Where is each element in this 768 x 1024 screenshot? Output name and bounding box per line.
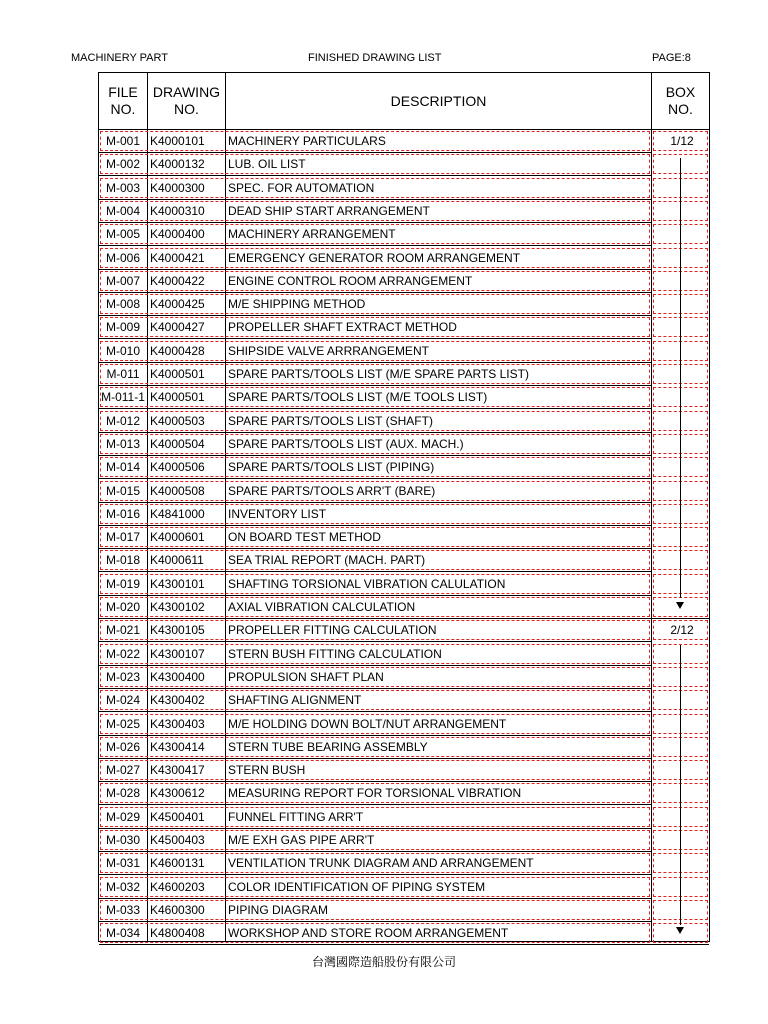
file-no-cell: M-016 bbox=[105, 506, 140, 521]
file-no-cell: M-001 bbox=[105, 134, 140, 148]
file-no-cell: M-033 bbox=[105, 902, 140, 917]
table-row bbox=[99, 340, 709, 363]
box-no-cell bbox=[654, 293, 710, 316]
drawing-no-cell: K4000300 bbox=[150, 180, 205, 195]
box-no-cell bbox=[654, 573, 710, 596]
description-cell: M/E SHIPPING METHOD bbox=[228, 297, 366, 312]
drawing-no-cell: K4000501 bbox=[150, 390, 205, 405]
description-cell: SPARE PARTS/TOOLS LIST (PIPING) bbox=[228, 460, 435, 475]
box-no-cell bbox=[654, 689, 710, 712]
box-no-cell bbox=[654, 876, 710, 899]
row-divider bbox=[99, 944, 709, 945]
description-cell: M/E HOLDING DOWN BOLT/NUT ARRANGEMENT bbox=[228, 716, 507, 731]
box-no-cell bbox=[654, 666, 710, 689]
description-cell: SPARE PARTS/TOOLS LIST (AUX. MACH.) bbox=[228, 436, 464, 451]
description-cell: DEAD SHIP START ARRANGEMENT bbox=[228, 203, 430, 218]
table-row bbox=[99, 806, 709, 829]
file-no-cell: M-011 bbox=[106, 367, 140, 381]
box-no-cell bbox=[654, 247, 710, 270]
description-cell: FUNNEL FITTING ARR'T bbox=[228, 809, 364, 824]
table-row bbox=[99, 386, 709, 409]
col-header-drawing-no: DRAWING NO. bbox=[152, 84, 221, 117]
description-cell: MEASURING REPORT FOR TORSIONAL VIBRATION bbox=[228, 786, 522, 801]
box-no-cell: 2/12 bbox=[670, 623, 694, 638]
file-no-cell: M-028 bbox=[105, 786, 140, 801]
file-no-cell: M-029 bbox=[105, 809, 140, 824]
description-cell: MACHINERY PARTICULARS bbox=[228, 134, 386, 148]
file-no-cell: M-031 bbox=[105, 856, 140, 871]
drawing-no-cell: K4000501 bbox=[150, 367, 205, 381]
file-no-cell: M-025 bbox=[105, 716, 140, 731]
drawing-no-cell: K4000310 bbox=[150, 203, 205, 218]
box-no-cell bbox=[654, 386, 710, 409]
drawing-no-cell: K4000101 bbox=[150, 134, 205, 148]
table-row bbox=[99, 922, 709, 945]
file-no-cell: M-002 bbox=[105, 157, 140, 172]
description-cell: STERN BUSH FITTING CALCULATION bbox=[228, 646, 442, 661]
file-no-cell: M-017 bbox=[105, 530, 140, 545]
file-no-cell: M-018 bbox=[105, 553, 140, 568]
description-cell: VENTILATION TRUNK DIAGRAM AND ARRANGEMENT bbox=[228, 856, 534, 871]
drawing-no-cell: K4600131 bbox=[150, 856, 205, 871]
box-no-cell bbox=[654, 782, 710, 805]
file-no-cell: M-003 bbox=[105, 180, 140, 195]
box-no-cell bbox=[654, 316, 710, 339]
drawing-no-cell: K4000506 bbox=[150, 460, 205, 475]
drawing-no-cell: K4300105 bbox=[150, 623, 205, 638]
table-row bbox=[99, 643, 709, 666]
drawing-no-cell: K4500403 bbox=[150, 833, 205, 847]
description-cell: PROPELLER FITTING CALCULATION bbox=[228, 623, 437, 638]
description-cell: EMERGENCY GENERATOR ROOM ARRANGEMENT bbox=[228, 250, 521, 265]
file-no-cell: M-027 bbox=[105, 763, 140, 778]
file-no-cell: M-024 bbox=[105, 693, 140, 708]
header-page-number: PAGE:8 bbox=[652, 52, 691, 64]
drawing-no-cell: K4841000 bbox=[150, 506, 205, 521]
drawing-no-cell: K4300403 bbox=[150, 716, 205, 731]
file-no-cell: M-004 bbox=[105, 203, 140, 218]
box-range-line bbox=[680, 645, 681, 925]
description-cell: SPEC. FOR AUTOMATION bbox=[228, 180, 375, 195]
box-no-cell bbox=[654, 829, 710, 852]
drawing-no-cell: K4300414 bbox=[150, 739, 205, 754]
table-row bbox=[99, 433, 709, 456]
drawing-no-cell: K4300101 bbox=[150, 576, 205, 591]
box-no-cell bbox=[654, 806, 710, 829]
col-header-file-no: FILE NO. bbox=[108, 84, 138, 117]
table-row bbox=[99, 899, 709, 922]
box-no-cell bbox=[654, 340, 710, 363]
table-row bbox=[99, 177, 709, 200]
file-no-cell: M-006 bbox=[105, 250, 140, 265]
table-row bbox=[99, 736, 709, 759]
header-list-title: FINISHED DRAWING LIST bbox=[308, 52, 442, 64]
file-no-cell: M-014 bbox=[105, 460, 140, 475]
header-section-title: MACHINERY PART bbox=[71, 52, 168, 64]
col-header-description: DESCRIPTION bbox=[390, 92, 487, 109]
down-arrow-icon bbox=[676, 927, 684, 934]
box-no-cell bbox=[654, 363, 710, 386]
table-row bbox=[99, 573, 709, 596]
table-row bbox=[99, 223, 709, 246]
file-no-cell: M-019 bbox=[105, 576, 140, 591]
drawing-no-cell: K4300400 bbox=[150, 669, 205, 684]
description-cell: SPARE PARTS/TOOLS LIST (M/E SPARE PARTS LIST) bbox=[228, 367, 529, 381]
file-no-cell: M-013 bbox=[105, 436, 140, 451]
description-cell: INVENTORY LIST bbox=[228, 506, 327, 521]
table-row bbox=[99, 270, 709, 293]
table-row bbox=[99, 480, 709, 503]
file-no-cell: M-008 bbox=[105, 297, 140, 312]
description-cell: AXIAL VIBRATION CALCULATION bbox=[228, 600, 416, 614]
col-header-box-no: BOX NO. bbox=[665, 84, 696, 117]
description-cell: ENGINE CONTROL ROOM ARRANGEMENT bbox=[228, 273, 473, 288]
box-no-cell bbox=[654, 480, 710, 503]
drawing-no-cell: K4600203 bbox=[150, 879, 205, 894]
table-row bbox=[99, 293, 709, 316]
box-no-cell bbox=[654, 433, 710, 456]
table-row bbox=[99, 713, 709, 736]
drawing-no-cell: K4000421 bbox=[150, 250, 205, 265]
drawing-no-cell: K4300102 bbox=[150, 600, 205, 614]
table-row bbox=[99, 549, 709, 572]
company-name-footer: 台灣國際造船股份有限公司 bbox=[311, 955, 456, 969]
description-cell: MACHINERY ARRANGEMENT bbox=[228, 227, 396, 242]
drawing-no-cell: K4500401 bbox=[150, 809, 205, 824]
box-no-cell bbox=[654, 153, 710, 176]
down-arrow-icon bbox=[676, 602, 684, 609]
drawing-no-cell: K4300417 bbox=[150, 763, 205, 778]
box-no-cell bbox=[654, 270, 710, 293]
box-no-cell bbox=[654, 223, 710, 246]
file-no-cell: M-032 bbox=[105, 879, 140, 894]
drawing-no-cell: K4600300 bbox=[150, 902, 205, 917]
file-no-cell: M-021 bbox=[105, 623, 140, 638]
box-no-cell bbox=[654, 643, 710, 666]
table-row bbox=[99, 689, 709, 712]
table-header bbox=[99, 73, 709, 130]
box-no-cell bbox=[654, 200, 710, 223]
file-no-cell: M-011-1 bbox=[101, 390, 145, 405]
box-no-cell bbox=[654, 503, 710, 526]
description-cell: PROPULSION SHAFT PLAN bbox=[228, 669, 384, 684]
box-no-cell bbox=[654, 456, 710, 479]
drawing-no-cell: K4000428 bbox=[150, 343, 205, 358]
table-row bbox=[99, 829, 709, 852]
description-cell: LUB. OIL LIST bbox=[228, 157, 306, 172]
file-no-cell: M-022 bbox=[105, 646, 140, 661]
table-row bbox=[99, 666, 709, 689]
file-no-cell: M-034 bbox=[105, 926, 140, 941]
box-no-cell bbox=[654, 899, 710, 922]
drawing-no-cell: K4300107 bbox=[150, 646, 205, 661]
box-no-cell bbox=[654, 852, 710, 875]
description-cell: ON BOARD TEST METHOD bbox=[228, 530, 381, 545]
file-no-cell: M-009 bbox=[105, 320, 140, 335]
table-row bbox=[99, 596, 709, 619]
description-cell: COLOR IDENTIFICATION OF PIPING SYSTEM bbox=[228, 879, 486, 894]
table-row bbox=[99, 410, 709, 433]
table-row bbox=[99, 200, 709, 223]
box-no-cell bbox=[654, 736, 710, 759]
table-row bbox=[99, 130, 709, 153]
file-no-cell: M-026 bbox=[105, 739, 140, 754]
drawing-no-cell: K4000601 bbox=[150, 530, 205, 545]
drawing-no-cell: K4000504 bbox=[150, 436, 205, 451]
description-cell: SHAFTING ALIGNMENT bbox=[228, 693, 362, 708]
box-no-cell: 1/12 bbox=[670, 134, 694, 148]
table-row bbox=[99, 456, 709, 479]
file-no-cell: M-005 bbox=[105, 227, 140, 242]
description-cell: SPARE PARTS/TOOLS LIST (SHAFT) bbox=[228, 413, 433, 428]
file-no-cell: M-010 bbox=[105, 343, 140, 358]
table-row bbox=[99, 503, 709, 526]
box-range-line bbox=[680, 158, 681, 598]
table-row bbox=[99, 782, 709, 805]
description-cell: PROPELLER SHAFT EXTRACT METHOD bbox=[228, 320, 457, 335]
description-cell: PIPING DIAGRAM bbox=[228, 902, 329, 917]
description-cell: SHAFTING TORSIONAL VIBRATION CALULATION bbox=[228, 576, 506, 591]
box-no-cell bbox=[654, 177, 710, 200]
box-no-cell bbox=[654, 713, 710, 736]
table-row bbox=[99, 759, 709, 782]
description-cell: M/E EXH GAS PIPE ARR'T bbox=[228, 833, 375, 847]
box-no-cell bbox=[654, 549, 710, 572]
drawing-no-cell: K4300612 bbox=[150, 786, 205, 801]
description-cell: STERN BUSH bbox=[228, 763, 306, 778]
drawing-no-cell: K4000503 bbox=[150, 413, 205, 428]
table-row bbox=[99, 153, 709, 176]
drawing-list-table bbox=[98, 72, 710, 942]
table-row bbox=[99, 316, 709, 339]
drawing-no-cell: K4000508 bbox=[150, 483, 205, 498]
drawing-no-cell: K4000132 bbox=[150, 157, 205, 172]
drawing-no-cell: K4300402 bbox=[150, 693, 205, 708]
file-no-cell: M-012 bbox=[105, 413, 140, 428]
table-row bbox=[99, 526, 709, 549]
table-row bbox=[99, 363, 709, 386]
box-no-cell bbox=[654, 759, 710, 782]
description-cell: WORKSHOP AND STORE ROOM ARRANGEMENT bbox=[228, 926, 509, 941]
description-cell: STERN TUBE BEARING ASSEMBLY bbox=[228, 739, 428, 754]
file-no-cell: M-030 bbox=[105, 833, 140, 847]
drawing-no-cell: K4000427 bbox=[150, 320, 205, 335]
drawing-no-cell: K4000400 bbox=[150, 227, 205, 242]
file-no-cell: M-007 bbox=[105, 273, 140, 288]
table-row bbox=[99, 876, 709, 899]
file-no-cell: M-020 bbox=[105, 600, 140, 614]
box-no-cell bbox=[654, 410, 710, 433]
drawing-no-cell: K4000422 bbox=[150, 273, 205, 288]
description-cell: SPARE PARTS/TOOLS LIST (M/E TOOLS LIST) bbox=[228, 390, 488, 405]
description-cell: SEA TRIAL REPORT (MACH. PART) bbox=[228, 553, 426, 568]
drawing-no-cell: K4000425 bbox=[150, 297, 205, 312]
file-no-cell: M-015 bbox=[105, 483, 140, 498]
description-cell: SHIPSIDE VALVE ARRRANGEMENT bbox=[228, 343, 429, 358]
table-row bbox=[99, 247, 709, 270]
table-row bbox=[99, 619, 709, 642]
table-row bbox=[99, 852, 709, 875]
box-no-cell bbox=[654, 526, 710, 549]
drawing-no-cell: K4000611 bbox=[150, 553, 204, 568]
drawing-no-cell: K4800408 bbox=[150, 926, 205, 941]
file-no-cell: M-023 bbox=[105, 669, 140, 684]
description-cell: SPARE PARTS/TOOLS ARR'T (BARE) bbox=[228, 483, 436, 498]
